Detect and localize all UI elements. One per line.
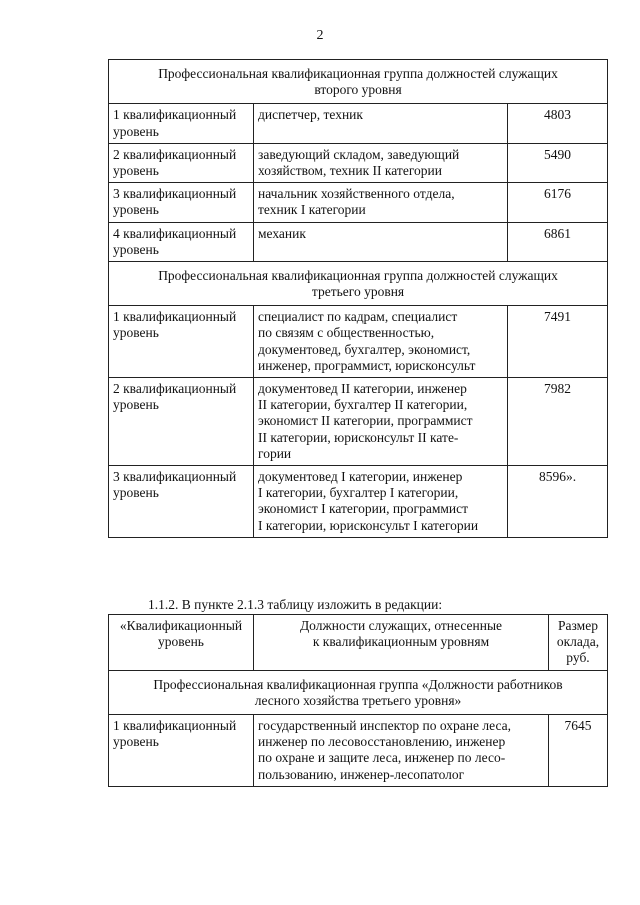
table-row [109, 222, 608, 261]
positions-line: гории [258, 445, 292, 461]
positions-line: по связям с общественностью, [258, 325, 435, 341]
qualification-level-line: 4 квалификационный [113, 225, 237, 241]
positions-line: специалист по кадрам, специалист [258, 309, 458, 325]
qualification-level-cell [109, 222, 254, 261]
qualification-level-cell [109, 714, 254, 786]
salary-value: 6861 [544, 225, 572, 241]
positions-line: начальник хозяйственного отдела, [258, 186, 455, 202]
positions-line: I категории, бухгалтер I категории, [258, 485, 459, 501]
positions-cell [254, 183, 508, 222]
positions-line: экономист II категории, программист [258, 413, 473, 429]
qualification-level-line: уровень [113, 397, 159, 413]
qualification-level-line: уровень [113, 241, 159, 257]
group-header-row [109, 60, 608, 104]
qualification-level-cell [109, 183, 254, 222]
group-title-line: лесного хозяйства третьего уровня» [254, 692, 462, 708]
positions-line: II категории, юрисконсульт II кате- [258, 429, 459, 445]
qualification-level-line: 1 квалификационный [113, 717, 237, 733]
table-header-row [109, 615, 608, 671]
header-level-cell [109, 615, 254, 671]
qualification-level-line: уровень [113, 485, 159, 501]
salary-cell [508, 104, 608, 143]
group-title [109, 261, 608, 305]
table-row [109, 104, 608, 143]
salary-cell [508, 465, 608, 537]
page-number: 2 [316, 28, 324, 43]
positions-line: I категории, юрисконсульт I категории [258, 517, 479, 533]
qualification-level-line: уровень [113, 202, 159, 218]
group-title-line: третьего уровня [311, 284, 405, 300]
positions-cell [254, 222, 508, 261]
table-row [109, 306, 608, 378]
positions-cell [254, 465, 508, 537]
salary-cell [508, 143, 608, 182]
qualification-level-cell [109, 465, 254, 537]
salary-value: 8596». [538, 468, 577, 484]
table-row [109, 143, 608, 182]
positions-line: документовед II категории, инженер [258, 381, 467, 396]
group-title [109, 60, 608, 104]
positions-line: инженер, программист, юрисконсульт [258, 357, 476, 373]
positions-line: диспетчер, техник [258, 107, 363, 123]
salary-value: 4803 [544, 107, 572, 123]
group-title-line: второго уровня [314, 82, 402, 98]
header-line: «Квалификационный [119, 618, 243, 633]
positions-line: заведующий складом, заведующий [258, 146, 460, 162]
qualification-level-cell [109, 143, 254, 182]
header-line: уровень [158, 634, 204, 650]
salary-value: 7645 [564, 717, 592, 733]
qualification-level-cell [109, 378, 254, 466]
qualification-level-line: уровень [113, 734, 159, 750]
positions-cell [254, 104, 508, 143]
qualification-level-line: 1 квалификационный [113, 309, 237, 325]
salary-cell [508, 222, 608, 261]
salary-cell [508, 378, 608, 466]
amendment-note: 1.1.2. В пункте 2.1.3 таблицу изложить в редакции: [148, 597, 443, 612]
table-row [109, 378, 608, 466]
table-row [109, 183, 608, 222]
qualification-level-line: 3 квалификационный [113, 468, 237, 484]
salary-cell [508, 183, 608, 222]
positions-cell [254, 714, 549, 786]
header-line: Должности служащих, отнесенные [299, 618, 503, 633]
salary-value: 7982 [544, 381, 572, 396]
positions-cell [254, 143, 508, 182]
positions-line: инженер по лесовосстановлению, инженер [258, 734, 506, 750]
qualification-level-line: 3 квалификационный [113, 186, 237, 202]
header-positions-cell [254, 615, 549, 671]
salary-value: 6176 [544, 186, 572, 202]
qualification-level-cell [109, 306, 254, 378]
salary-value: 5490 [544, 146, 572, 162]
salary-value: 7491 [544, 309, 572, 325]
salary-table-1 [108, 59, 608, 538]
salary-cell [508, 306, 608, 378]
group-title [109, 670, 608, 714]
header-salary-cell [549, 615, 608, 671]
positions-line: техник I категории [258, 202, 366, 218]
group-title-line: Профессиональная квалификационная группа «Должности работников [153, 676, 563, 692]
positions-line: документовед I категории, инженер [258, 468, 463, 484]
header-line: к квалификационным уровням [312, 634, 490, 650]
group-title-line: Профессиональная квалификационная группа должностей служащих [158, 66, 558, 81]
group-title-line: Профессиональная квалификационная группа должностей служащих [158, 267, 558, 283]
table-row [109, 714, 608, 786]
positions-line: по охране и защите леса, инженер по лесо- [258, 750, 506, 766]
group-header-row [109, 261, 608, 305]
positions-line: государственный инспектор по охране леса, [258, 717, 511, 733]
salary-table-2 [108, 614, 608, 787]
positions-cell [254, 378, 508, 466]
table-row [109, 465, 608, 537]
positions-line: экономист I категории, программист [258, 501, 469, 517]
qualification-level-line: 2 квалификационный [113, 146, 237, 162]
positions-line: пользованию, инженер-лесопатолог [258, 766, 465, 782]
qualification-level-line: уровень [113, 162, 159, 178]
salary-cell [549, 714, 608, 786]
qualification-level-line: уровень [113, 123, 159, 139]
group-header-row [109, 670, 608, 714]
header-line: Размер [558, 618, 598, 633]
qualification-level-line: 1 квалификационный [113, 107, 237, 123]
positions-line: II категории, бухгалтер II категории, [258, 397, 468, 413]
qualification-level-cell [109, 104, 254, 143]
header-line: руб. [566, 650, 590, 666]
qualification-level-line: 2 квалификационный [113, 381, 237, 396]
positions-cell [254, 306, 508, 378]
positions-line: документовед, бухгалтер, экономист, [258, 341, 471, 357]
qualification-level-line: уровень [113, 325, 159, 341]
header-line: оклада, [556, 634, 600, 650]
positions-line: механик [258, 225, 306, 241]
positions-line: хозяйством, техник II категории [258, 162, 442, 178]
